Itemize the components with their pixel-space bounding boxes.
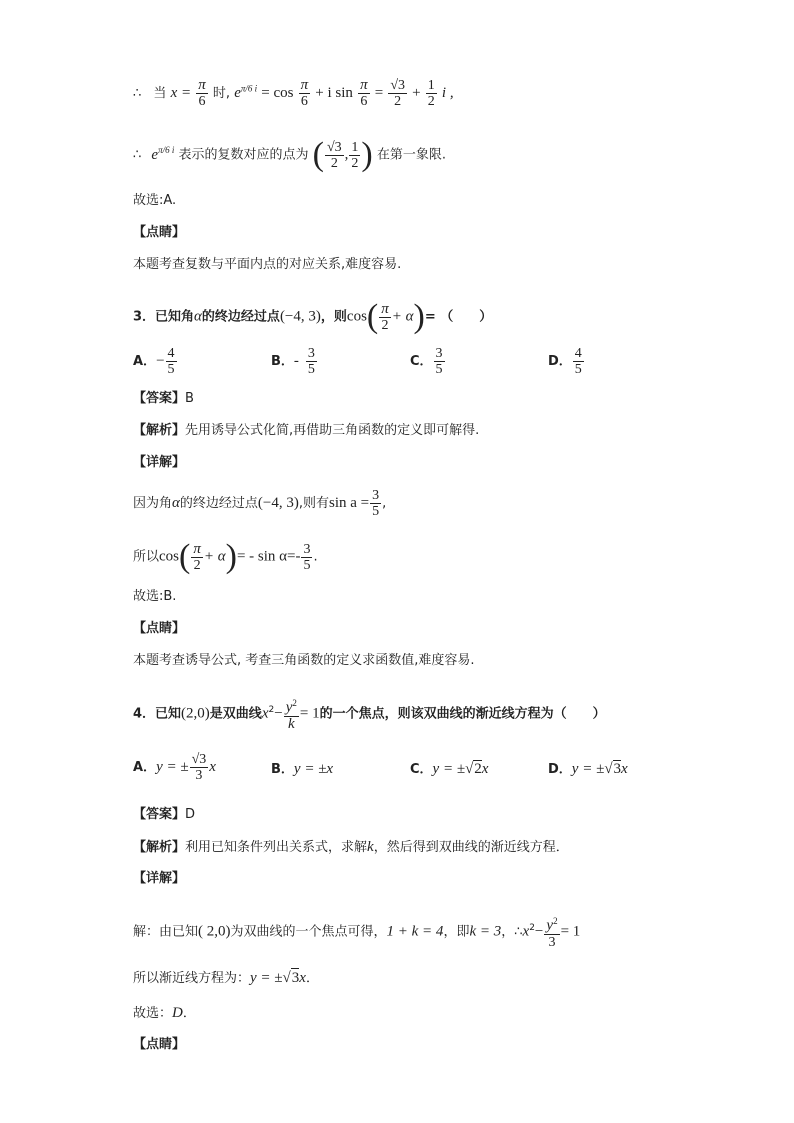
option-expr: y = ± [432,761,466,777]
q3-detail-line-2 [133,540,318,574]
option-sign: - [293,353,299,369]
math-eq: = [374,85,384,101]
math-k-eq: k = 3 [469,923,502,940]
math-cos: cos [346,308,367,325]
math-plus-alpha: + α [391,308,414,325]
q4-detail-line-1 [133,914,580,950]
comma: , [344,146,349,163]
math-point: (−4, 3) [257,495,299,511]
q3-stem-a: 3．已知角 [133,309,195,325]
fraction-pi-over-6: $\frac{\pi}{6}$ [198,77,206,109]
option-label: B． [271,354,294,369]
fraction-pi-over-6-b: $\frac{\pi}{6}$ [300,77,309,109]
text: 所以 [133,549,160,565]
q4-tip-label: 【点睛】 [133,1037,186,1052]
q3-stem-d: = （ ） [424,309,493,325]
text-quadrant: 在第一象限. [376,147,447,163]
math-exponent: π/6 i [240,83,258,94]
math-plus-alpha: + α [203,548,226,565]
math-rest: = - sin α=- [236,548,301,565]
math-e: e [151,146,159,163]
q3-stem [133,300,492,334]
math-alpha: α [172,495,180,511]
math-x: x [261,705,269,722]
text: ． [182,1006,196,1021]
q4-analysis [133,838,569,857]
math-cos: cos [159,548,180,565]
math-k: k [367,839,374,855]
text-point-desc: 表示的复数对应的点为 [178,147,309,163]
left-paren: ( [366,298,379,335]
q2-tip: 本题考查复数与平面内点的对应关系,难度容易. [133,257,402,272]
option-sign: − [156,353,165,369]
sup-2: 2 [553,916,558,926]
math-x: x [522,923,530,940]
text: ，即 [443,924,470,940]
option-label: A． [133,760,157,775]
text-when: 当 [153,86,167,101]
therefore-symbol: ∴ [133,147,142,163]
math-sin: sin a = [329,495,370,511]
q4-stem-b: 是双曲线 [209,706,262,722]
option-label: D． [548,354,572,369]
q4-option-d[interactable] [548,758,628,778]
math-minus: − [274,705,283,722]
math-isin: + i sin [315,85,353,101]
q4-option-c[interactable] [410,758,488,778]
math-eq: 1 + k = 4 [386,923,444,940]
text: 的终边经过点 [179,496,258,511]
q3-stem-b: 的终边经过点 [201,309,280,325]
q3-option-c[interactable] [410,346,446,377]
option-fraction: $\frac{3}{5}$ [435,346,443,377]
fraction-pi-over-2: $\frac{\pi}{2}$ [381,300,389,333]
text: 为双曲线的一个焦点可得， [230,924,387,940]
q3-detail-label: 【详解】 [133,455,186,470]
analysis-label: 【解析】 [133,840,186,855]
fraction-root3-over-3: $\frac{√3}{3}$ [191,752,207,783]
fraction-root3-over-2: $\frac{√3}{2}$ [390,78,406,109]
option-tail: x [209,759,216,775]
radicand: 2 [474,761,482,777]
option-tail: x [621,761,628,777]
text: 解：由已知 [133,924,199,940]
fraction-3-over-5: $\frac{3}{5}$ [303,541,311,573]
sqrt-sign: √ [465,761,474,777]
q4-option-b[interactable] [271,758,333,778]
option-label: D． [548,762,572,777]
q3-answer [133,390,194,408]
analysis-label: 【解析】 [133,423,186,438]
sup-2: 2 [529,923,535,933]
answer-value: B [185,391,194,406]
q3-option-b[interactable] [271,346,318,377]
math-eq-1: = 1 [299,705,320,722]
right-paren: ) [361,136,373,173]
q4-option-a[interactable] [133,752,216,783]
q3-choice: 故选:B. [133,589,177,604]
option-tail: x [481,761,489,777]
sup-2: 2 [268,705,275,715]
math-expr: y = ± [250,970,283,986]
text: ,则有 [298,496,329,511]
option-fraction: $\frac{4}{5}$ [167,346,175,377]
option-label: A． [133,354,157,369]
option-fraction: $\frac{4}{5}$ [574,346,582,377]
q4-stem-a: 4．已知 [133,706,182,722]
q3-analysis [133,422,479,440]
left-paren: ( [312,136,324,173]
fraction-y2-over-3: $\frac{y^2}{3}$ [546,916,558,950]
q4-stem [133,696,606,732]
text: 因为角 [133,496,173,511]
math-eq-1: = 1 [560,923,581,940]
fraction-y2-over-k: $\frac{y^2}{k}$ [285,698,297,732]
answer-value: D [185,807,196,822]
radicand: 3 [291,970,300,986]
text: . [313,549,318,565]
q3-option-a[interactable] [133,346,178,377]
math-exponent: π/6 i [158,145,175,156]
solution-line-1 [133,78,454,109]
text: 所以渐近线方程为： [133,971,251,986]
option-expr: y = ± [156,759,189,775]
fraction-pi-over-2: $\frac{\pi}{2}$ [193,540,201,573]
option-fraction: $\frac{3}{5}$ [307,346,315,377]
q4-stem-c: 的一个焦点，则该双曲线的渐近线方程为（ ） [319,706,606,722]
q4-choice [133,1004,196,1023]
q3-option-d[interactable] [548,346,585,377]
math-x-eq: x = [170,85,192,101]
q4-answer [133,806,195,824]
q4-detail-line-2 [133,968,319,988]
answer-label: 【答案】 [133,391,186,406]
q4-detail-label: 【详解】 [133,871,186,886]
math-e: e [234,85,241,101]
right-paren: ) [413,298,425,335]
math-point: (−4, 3) [279,308,321,325]
fraction-1-over-2: $\frac{1}{2}$ [351,139,359,171]
q3-stem-c: ，则 [320,309,347,325]
q2-tip-label: 【点睛】 [133,225,186,240]
fraction-pi-over-6-c: $\frac{\pi}{6}$ [360,77,368,109]
math-alpha: α [194,308,202,325]
math-plus: + [412,85,421,101]
math-eq-cos: = cos [261,85,294,101]
math-d: D [172,1005,183,1021]
right-paren: ) [225,538,237,575]
radicand: 3 [613,761,622,777]
answer-label: 【答案】 [133,807,186,822]
math-x: x [299,970,306,986]
math-point: (2,0) [181,705,210,722]
therefore-symbol: ∴ [133,86,142,101]
option-label: C． [410,354,433,369]
option-expr: y = ±x [293,761,334,777]
math-i: i , [441,85,454,101]
q3-detail-line-1 [133,488,386,519]
math-minus: − [534,923,544,940]
left-paren: ( [179,538,191,575]
q2-choice: 故选:A. [133,193,177,208]
text: , [382,496,387,511]
text-shi: 时, [212,86,231,101]
text: ，∴ [501,924,523,940]
text: ． [305,971,319,986]
analysis-text: ，然后得到双曲线的渐近线方程． [373,840,569,855]
fraction-1-over-2: $\frac{1}{2}$ [427,78,435,109]
fraction-root3-over-2: $\frac{√3}{2}$ [326,139,342,171]
fraction-3-over-5: $\frac{3}{5}$ [372,488,380,519]
q3-tip: 本题考查诱导公式, 考查三角函数的定义求函数值,难度容易. [133,653,475,668]
option-label: C． [410,762,433,777]
analysis-text: 利用已知条件列出关系式，求解 [185,840,368,855]
math-point: ( 2,0) [198,923,231,940]
option-expr: y = ± [571,761,605,777]
solution-line-2 [133,138,446,172]
analysis-text: 先用诱导公式化简,再借助三角函数的定义即可解得. [185,423,480,438]
q3-tip-label: 【点睛】 [133,621,186,636]
sqrt-sign: √ [282,970,291,986]
sup-2: 2 [292,698,297,708]
text: 故选： [133,1006,173,1021]
sqrt-sign: √ [604,761,613,777]
option-label: B． [271,762,294,777]
